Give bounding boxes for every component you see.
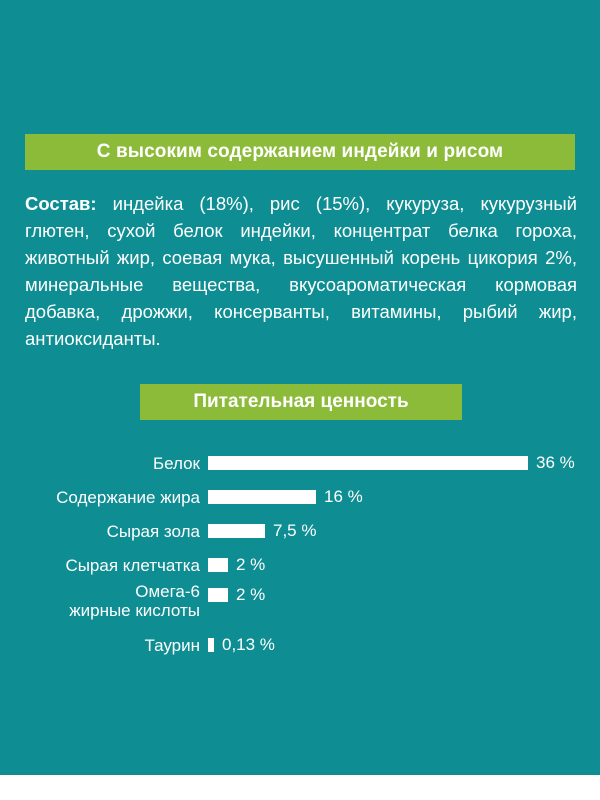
composition-text: индейка (18%), рис (15%), кукуруза, кукурузный глютен, сухой белок индейки, концентрат белка гороха, животный жир, соевая мука, высушенный корень цикория 2%, минеральные вещества, вкусоароматическая кормовая добавка, дрожжи, консерванты, витамины, рыбий жир, антиоксиданты. — [25, 193, 577, 349]
nutrition-header-banner — [140, 384, 462, 420]
chart-row-bar-wrap — [208, 487, 363, 507]
nutrition-bar-chart — [0, 446, 600, 662]
chart-row-label — [0, 488, 208, 507]
chart-bar — [208, 490, 316, 504]
product-claim-banner — [25, 134, 575, 170]
chart-row — [0, 628, 600, 662]
chart-bar — [208, 558, 228, 572]
chart-row — [0, 548, 600, 582]
chart-row-label-line1: Таурин — [144, 635, 200, 655]
chart-row-label — [0, 582, 208, 620]
chart-row-bar-wrap — [208, 582, 265, 605]
chart-bar — [208, 456, 528, 470]
chart-row-label-line1: Белок — [152, 453, 200, 473]
chart-row-label — [0, 454, 208, 473]
chart-row-label — [0, 522, 208, 541]
chart-row-bar-wrap — [208, 453, 575, 473]
chart-row-bar-wrap — [208, 555, 265, 575]
chart-row-label — [0, 636, 208, 655]
chart-row-label-line1: Содержание жира — [56, 487, 200, 507]
chart-bar — [208, 524, 265, 538]
chart-row-bar-wrap — [208, 635, 275, 655]
chart-row — [0, 514, 600, 548]
chart-row-label-line1: Сырая клетчатка — [65, 555, 200, 575]
chart-row-label — [0, 556, 208, 575]
chart-row-value: 7,5 % — [273, 521, 317, 540]
nutrition-header-text: Питательная ценность — [193, 391, 409, 412]
chart-row-label-line2: жирные кислоты — [69, 601, 200, 620]
chart-row-value: 0,13 % — [222, 635, 275, 654]
chart-row-bar-wrap — [208, 521, 316, 541]
chart-row-value: 16 % — [324, 487, 363, 506]
chart-row-label-line1: Омега-6 — [135, 582, 200, 601]
chart-row-value: 36 % — [536, 453, 575, 472]
product-claim-text: С высоким содержанием индейки и рисом — [96, 141, 504, 162]
composition-label: Состав: — [25, 193, 97, 214]
chart-row — [0, 446, 600, 480]
chart-row — [0, 582, 600, 628]
composition-block — [25, 190, 577, 352]
chart-row-label-line1: Сырая зола — [106, 521, 200, 541]
chart-bar — [208, 588, 228, 602]
chart-row-value: 2 % — [236, 555, 266, 574]
chart-row — [0, 480, 600, 514]
chart-row-value: 2 % — [236, 585, 266, 604]
